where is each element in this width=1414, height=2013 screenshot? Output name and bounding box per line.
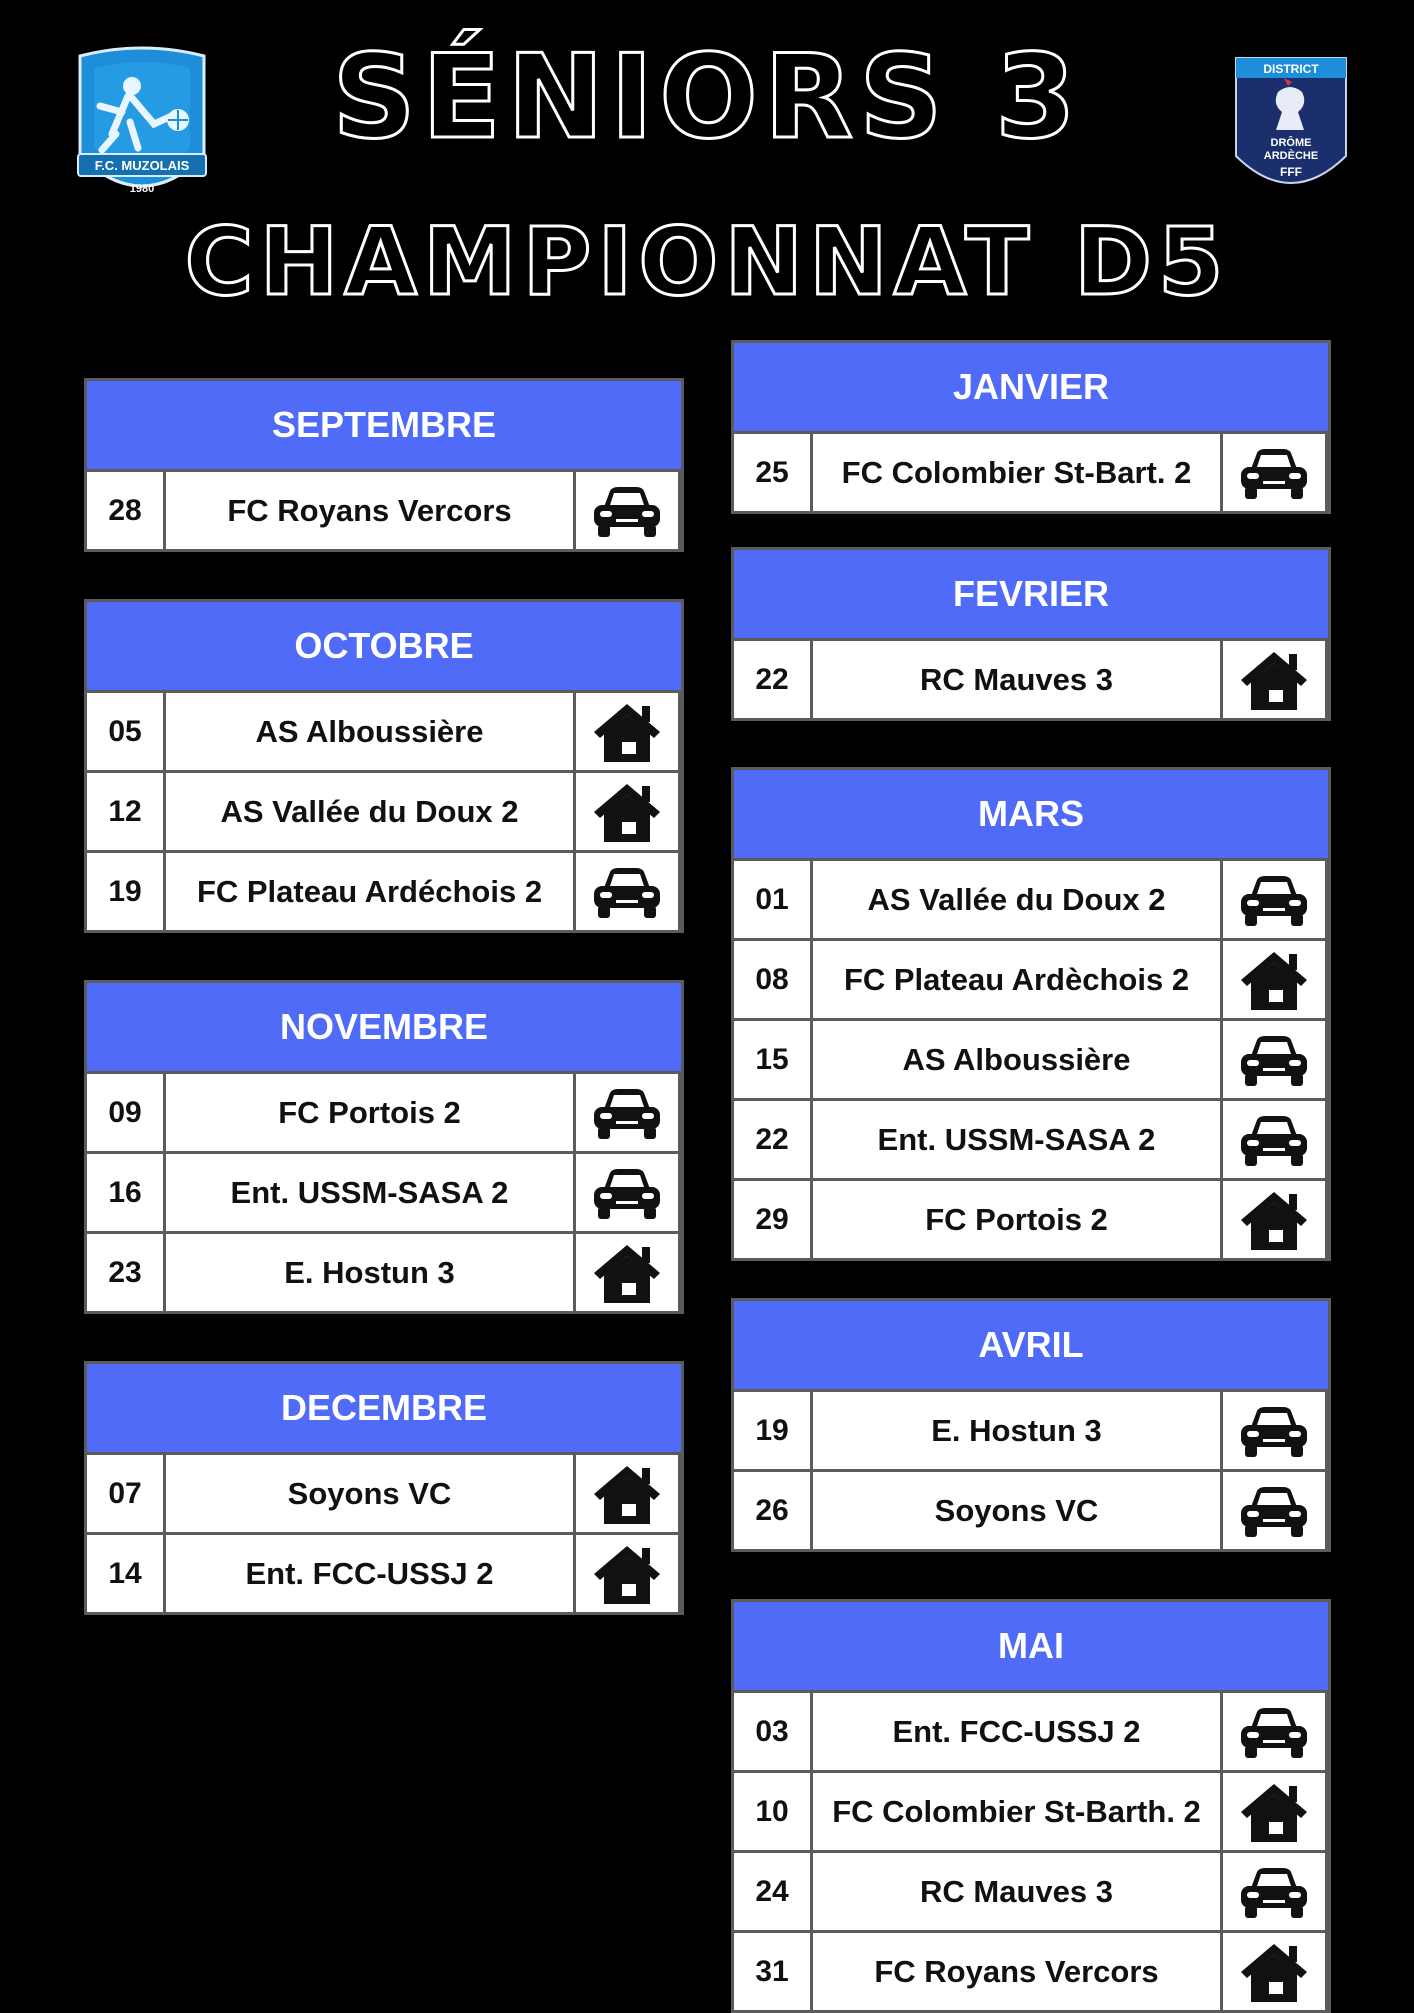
match-day: 29 [734, 1181, 810, 1258]
match-row [87, 693, 681, 770]
month-header: NOVEMBRE [87, 983, 681, 1071]
car-icon [1223, 861, 1325, 938]
match-opponent: E. Hostun 3 [813, 1392, 1220, 1469]
club-logo [72, 44, 212, 206]
match-row [87, 1535, 681, 1612]
month-header: JANVIER [734, 343, 1328, 431]
match-day: 10 [734, 1773, 810, 1850]
month-header: FEVRIER [734, 550, 1328, 638]
district-name-1: DRÔME [1270, 137, 1312, 149]
house-icon [1223, 1773, 1325, 1850]
match-opponent: E. Hostun 3 [166, 1234, 573, 1311]
match-row [87, 773, 681, 850]
match-opponent: FC Plateau Ardèchois 2 [813, 941, 1220, 1018]
month-table-octobre [84, 599, 684, 933]
match-day: 01 [734, 861, 810, 938]
month-header: AVRIL [734, 1301, 1328, 1389]
match-row [87, 1074, 681, 1151]
house-icon [576, 1455, 678, 1532]
house-icon [576, 693, 678, 770]
match-opponent: AS Alboussière [813, 1021, 1220, 1098]
month-header: DECEMBRE [87, 1364, 681, 1452]
match-day: 07 [87, 1455, 163, 1532]
match-row [734, 434, 1328, 511]
match-opponent: Ent. FCC-USSJ 2 [166, 1535, 573, 1612]
house-icon [1223, 641, 1325, 718]
match-row [734, 1933, 1328, 2010]
match-opponent: FC Royans Vercors [813, 1933, 1220, 2010]
match-day: 19 [87, 853, 163, 930]
match-row [734, 1021, 1328, 1098]
match-opponent: RC Mauves 3 [813, 1853, 1220, 1930]
match-day: 22 [734, 641, 810, 718]
match-row [734, 1472, 1328, 1549]
house-icon [1223, 1181, 1325, 1258]
month-table-septembre [84, 378, 684, 552]
district-logo [1232, 52, 1350, 202]
month-header: OCTOBRE [87, 602, 681, 690]
match-opponent: FC Plateau Ardéchois 2 [166, 853, 573, 930]
match-row [734, 1773, 1328, 1850]
match-opponent: AS Vallée du Doux 2 [813, 861, 1220, 938]
match-opponent: RC Mauves 3 [813, 641, 1220, 718]
month-header: MAI [734, 1602, 1328, 1690]
match-opponent: FC Colombier St-Bart. 2 [813, 434, 1220, 511]
match-day: 19 [734, 1392, 810, 1469]
match-row [734, 1181, 1328, 1258]
car-icon [1223, 1853, 1325, 1930]
car-icon [1223, 1472, 1325, 1549]
house-icon [1223, 1933, 1325, 2010]
match-opponent: FC Portois 2 [166, 1074, 573, 1151]
match-day: 16 [87, 1154, 163, 1231]
match-day: 31 [734, 1933, 810, 2010]
month-header: MARS [734, 770, 1328, 858]
match-opponent: Soyons VC [813, 1472, 1220, 1549]
club-name-text: F.C. MUZOLAIS [94, 158, 190, 173]
match-day: 28 [87, 472, 163, 549]
match-day: 23 [87, 1234, 163, 1311]
house-icon [1223, 941, 1325, 1018]
match-day: 12 [87, 773, 163, 850]
car-icon [576, 853, 678, 930]
match-row [87, 1234, 681, 1311]
match-day: 08 [734, 941, 810, 1018]
match-opponent: FC Portois 2 [813, 1181, 1220, 1258]
club-year-text: 1980 [129, 183, 155, 195]
match-day: 24 [734, 1853, 810, 1930]
match-opponent: Soyons VC [166, 1455, 573, 1532]
match-opponent: AS Vallée du Doux 2 [166, 773, 573, 850]
page-title: SÉNIORS 3 [332, 30, 1082, 165]
match-row [87, 853, 681, 930]
match-day: 26 [734, 1472, 810, 1549]
match-opponent: Ent. FCC-USSJ 2 [813, 1693, 1220, 1770]
car-icon [1223, 1693, 1325, 1770]
page-subtitle: CHAMPIONNAT D5 [184, 208, 1230, 317]
car-icon [1223, 1101, 1325, 1178]
car-icon [1223, 1021, 1325, 1098]
car-icon [1223, 1392, 1325, 1469]
match-row [734, 1392, 1328, 1469]
month-table-decembre [84, 1361, 684, 1615]
car-icon [576, 1154, 678, 1231]
match-opponent: Ent. USSM-SASA 2 [166, 1154, 573, 1231]
car-icon [1223, 434, 1325, 511]
match-day: 05 [87, 693, 163, 770]
match-row [734, 1853, 1328, 1930]
match-row [734, 941, 1328, 1018]
car-icon [576, 1074, 678, 1151]
district-top-text: DISTRICT [1263, 62, 1319, 76]
month-header: SEPTEMBRE [87, 381, 681, 469]
car-icon [576, 472, 678, 549]
match-row [734, 1693, 1328, 1770]
match-opponent: FC Royans Vercors [166, 472, 573, 549]
district-fff-text: FFF [1280, 165, 1302, 179]
month-table-novembre [84, 980, 684, 1314]
house-icon [576, 1535, 678, 1612]
district-name-2: ARDÈCHE [1263, 150, 1319, 162]
month-table-janvier [731, 340, 1331, 514]
match-row [734, 641, 1328, 718]
match-day: 14 [87, 1535, 163, 1612]
month-table-avril [731, 1298, 1331, 1552]
match-row [87, 1455, 681, 1532]
month-table-mai [731, 1599, 1331, 2013]
match-day: 25 [734, 434, 810, 511]
house-icon [576, 773, 678, 850]
month-table-fevrier [731, 547, 1331, 721]
match-row [87, 1154, 681, 1231]
match-day: 03 [734, 1693, 810, 1770]
match-opponent: Ent. USSM-SASA 2 [813, 1101, 1220, 1178]
match-row [734, 1101, 1328, 1178]
match-opponent: FC Colombier St-Barth. 2 [813, 1773, 1220, 1850]
house-icon [576, 1234, 678, 1311]
match-day: 15 [734, 1021, 810, 1098]
month-table-mars [731, 767, 1331, 1261]
match-opponent: AS Alboussière [166, 693, 573, 770]
match-day: 09 [87, 1074, 163, 1151]
match-day: 22 [734, 1101, 810, 1178]
match-row [87, 472, 681, 549]
match-row [734, 861, 1328, 938]
